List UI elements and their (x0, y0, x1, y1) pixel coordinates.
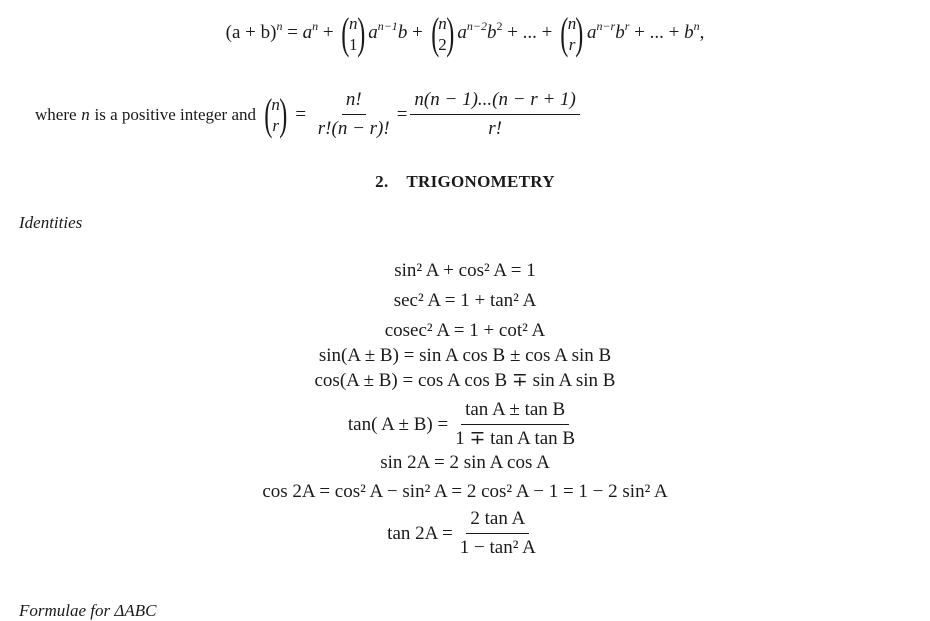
coef-top: n (271, 94, 280, 114)
comma: , (699, 22, 705, 43)
coef-bottom: r (568, 34, 576, 54)
numerator: 2 tan A (466, 507, 529, 534)
binomial-coefficient (261, 89, 291, 139)
identity-5: cos(A ± B) = cos A cos B ∓ sin A sin B (314, 370, 616, 391)
identity-7: sin 2A = 2 sin A cos A (380, 452, 550, 473)
term: a (302, 22, 313, 43)
exponent: n−r (596, 19, 616, 33)
exponent: n−1 (377, 19, 398, 33)
denominator: r! (488, 118, 502, 139)
term: a (457, 22, 467, 43)
fraction (314, 88, 394, 141)
exponent: n−2 (466, 19, 487, 33)
equals-sign: = (295, 103, 307, 125)
identity-9 (0, 507, 930, 560)
fraction (456, 507, 540, 560)
numerator: tan A ± tan B (461, 398, 569, 425)
ellipsis: + ... + (634, 22, 680, 43)
binomial-coefficient (428, 8, 458, 58)
plus-sign: + (412, 22, 423, 43)
fraction (451, 398, 579, 451)
term: a (368, 22, 378, 43)
exponent: r (624, 19, 630, 33)
section-heading: 2. TRIGONOMETRY (375, 172, 555, 191)
equals-sign: = (287, 22, 298, 43)
left-paren-icon: ( (430, 8, 439, 58)
right-paren-icon: ) (356, 8, 365, 58)
equals-sign: = (396, 103, 408, 125)
coef-top: n (567, 13, 577, 33)
denominator: 1 ∓ tan A tan B (455, 428, 576, 449)
exponent: 2 (496, 19, 503, 33)
identity-9-lhs: tan 2A = (387, 522, 453, 544)
formulae-label: Formulae for ΔABC (19, 601, 157, 620)
right-paren-icon: ) (575, 8, 584, 58)
variable-n: n (81, 104, 90, 124)
coef-bottom: r (272, 115, 279, 135)
where-text: where (35, 104, 77, 124)
term: b (486, 22, 497, 43)
identities-label: Identities (19, 213, 83, 232)
left-paren-icon: ( (264, 89, 273, 139)
binomial-coefficient (557, 8, 587, 58)
right-paren-icon: ) (279, 89, 288, 139)
denominator: r!(n − r)! (317, 118, 390, 139)
exponent: n (276, 19, 283, 33)
ellipsis: + ... + (507, 22, 553, 43)
term: a (586, 22, 597, 43)
plus-sign: + (322, 22, 334, 43)
numerator: n(n − 1)...(n − r + 1) (410, 88, 579, 115)
denominator: 1 − tan² A (459, 537, 536, 558)
left-paren-icon: ( (560, 8, 569, 58)
coef-top: n (349, 13, 358, 33)
fraction (410, 88, 579, 141)
binomial-lhs: (a + b) (225, 22, 277, 43)
left-paren-icon: ( (341, 8, 350, 58)
exponent: n (693, 19, 700, 33)
term: b (615, 22, 625, 43)
identity-1: sin² A + cos² A = 1 (394, 260, 536, 281)
numerator: n! (342, 88, 366, 115)
binomial-coefficient-definition (35, 88, 583, 141)
identity-6 (0, 398, 930, 451)
coef-top: n (438, 13, 447, 33)
binomial-coefficient (338, 8, 368, 58)
term: b (397, 22, 408, 43)
where-text: is a positive integer and (94, 104, 256, 124)
right-paren-icon: ) (445, 8, 455, 58)
identity-6-lhs: tan( A ± B) = (347, 413, 449, 435)
identity-2: sec² A = 1 + tan² A (393, 290, 537, 311)
coef-bottom: 2 (438, 34, 447, 54)
binomial-expansion (0, 8, 930, 59)
identity-4: sin(A ± B) = sin A cos B ± cos A sin B (318, 345, 612, 366)
term: b (684, 22, 694, 43)
coef-bottom: 1 (349, 34, 358, 54)
exponent: n (312, 19, 319, 33)
identity-3: cosec² A = 1 + cot² A (384, 320, 546, 341)
identity-8: cos 2A = cos² A − sin² A = 2 cos² A − 1 = 1 − 2 sin² A (262, 481, 668, 502)
